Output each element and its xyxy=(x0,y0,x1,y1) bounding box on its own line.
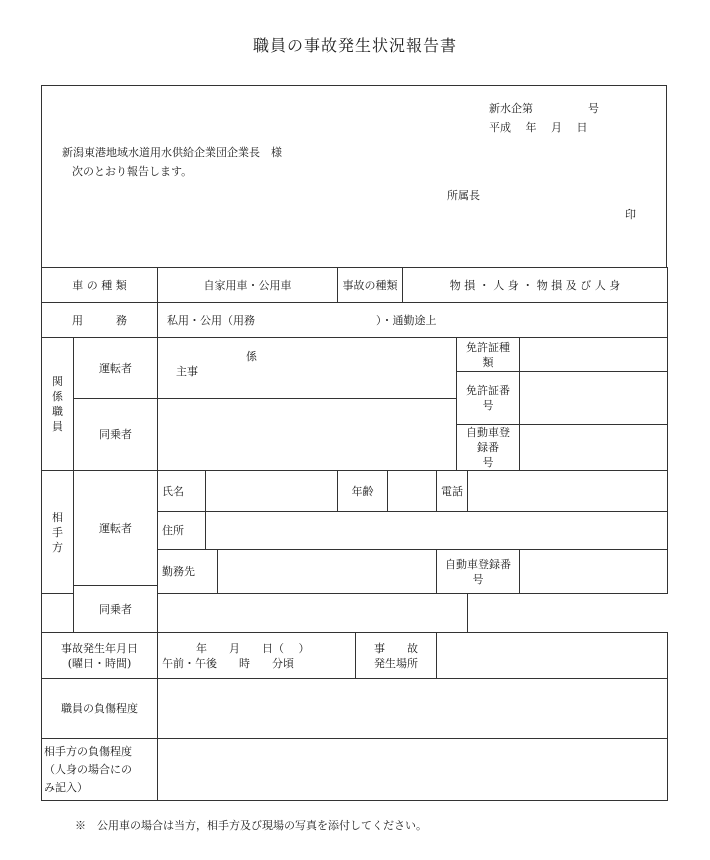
place-label-line: 事 故 xyxy=(374,641,418,655)
license-type-label: 免許証種類 xyxy=(457,338,520,372)
office-head-label: 所属長 xyxy=(447,189,480,202)
staff-driver-field[interactable] xyxy=(158,338,457,399)
staff-group-char: 員 xyxy=(52,420,63,433)
license-number-field[interactable] xyxy=(520,372,668,425)
staff-group-char: 関 xyxy=(52,375,63,388)
datetime-date: 年 月 日（ ） xyxy=(196,641,310,655)
datetime-field[interactable] xyxy=(158,633,356,679)
driver-kakari: 係 xyxy=(246,350,257,363)
workplace-field[interactable] xyxy=(218,550,437,594)
other-group-char: 相 xyxy=(52,510,63,524)
staff-injury-field[interactable] xyxy=(158,679,668,739)
other-injury-label xyxy=(42,739,158,801)
other-group-char: 方 xyxy=(52,540,63,554)
other-passenger-label: 同乗者 xyxy=(74,586,158,633)
place-field[interactable] xyxy=(437,633,668,679)
car-reg-label-line: 号 xyxy=(472,572,484,586)
other-group-char: 手 xyxy=(52,525,63,539)
intro-text: 次のとおり報告します。 xyxy=(72,165,193,178)
datetime-time: 午前・午後 時 分頃 xyxy=(162,656,294,670)
other-car-reg-label xyxy=(437,550,520,594)
doc-number: 新水企第 号 xyxy=(489,102,599,115)
age-label: 年齢 xyxy=(338,471,388,512)
phone-label: 電話 xyxy=(437,471,468,512)
address-label: 住所 xyxy=(158,512,206,550)
page-title: 職員の事故発生状況報告書 xyxy=(252,36,457,55)
staff-driver-label: 運転者 xyxy=(74,338,158,399)
place-label-line: 発生場所 xyxy=(374,656,418,670)
other-injury-field[interactable] xyxy=(158,739,668,801)
footnote: ※ 公用車の場合は当方，相手方及び現場の写真を添付してください。 xyxy=(75,819,427,832)
staff-group-char: 職 xyxy=(52,405,63,418)
staff-passenger-label: 同乗者 xyxy=(74,399,158,471)
car-reg-label-line: 号 xyxy=(482,456,494,469)
seal-mark: 印 xyxy=(625,208,636,221)
datetime-label-line: 事故発生年月日 xyxy=(61,641,138,655)
other-injury-label-line: 相手方の負傷程度 xyxy=(44,744,132,758)
datetime-label xyxy=(42,633,158,679)
purpose-label: 用 務 xyxy=(42,303,158,338)
vehicle-type-value[interactable]: 自家用車・公用車 xyxy=(158,268,338,303)
accident-type-label: 事故の種類 xyxy=(338,268,403,303)
license-number-label: 免許証番号 xyxy=(457,372,520,425)
staff-group-char: 係 xyxy=(52,390,63,403)
other-car-reg-field[interactable] xyxy=(520,550,668,594)
phone-field[interactable] xyxy=(468,471,668,512)
accident-type-value[interactable]: 物 損 ・ 人 身 ・ 物 損 及 び 人 身 xyxy=(403,268,668,303)
report-date: 平成 年 月 日 xyxy=(489,121,588,134)
car-reg-label xyxy=(457,425,520,471)
name-field[interactable] xyxy=(206,471,338,512)
name-label: 氏名 xyxy=(158,471,206,512)
staff-passenger-field[interactable] xyxy=(158,399,457,471)
other-driver-label: 運転者 xyxy=(74,471,158,586)
workplace-label: 勤務先 xyxy=(158,550,218,594)
address-field[interactable] xyxy=(206,512,668,550)
car-reg-field[interactable] xyxy=(520,425,668,471)
datetime-label-line: (曜日・時間) xyxy=(67,656,132,670)
staff-group-label xyxy=(42,338,74,471)
addressee: 新潟東港地域水道用水供給企業団企業長 様 xyxy=(62,146,282,159)
other-group-label xyxy=(42,471,74,594)
place-label xyxy=(356,633,437,679)
report-form-table xyxy=(41,267,668,801)
staff-injury-label: 職員の負傷程度 xyxy=(42,679,158,739)
purpose-value[interactable]: 私用・公用（用務 ）・通勤途上 xyxy=(158,303,668,338)
license-type-field[interactable] xyxy=(520,338,668,372)
car-reg-label-line: 自動車登録番 xyxy=(466,426,511,454)
vehicle-type-label: 車 の 種 類 xyxy=(42,268,158,303)
age-field[interactable] xyxy=(388,471,437,512)
other-injury-label-line: （人身の場合にの xyxy=(44,762,132,776)
driver-shuji: 主事 xyxy=(176,365,198,378)
car-reg-label-line: 自動車登録番 xyxy=(445,557,512,571)
report-header-box xyxy=(41,85,667,267)
other-injury-label-line: み記入） xyxy=(44,780,88,794)
